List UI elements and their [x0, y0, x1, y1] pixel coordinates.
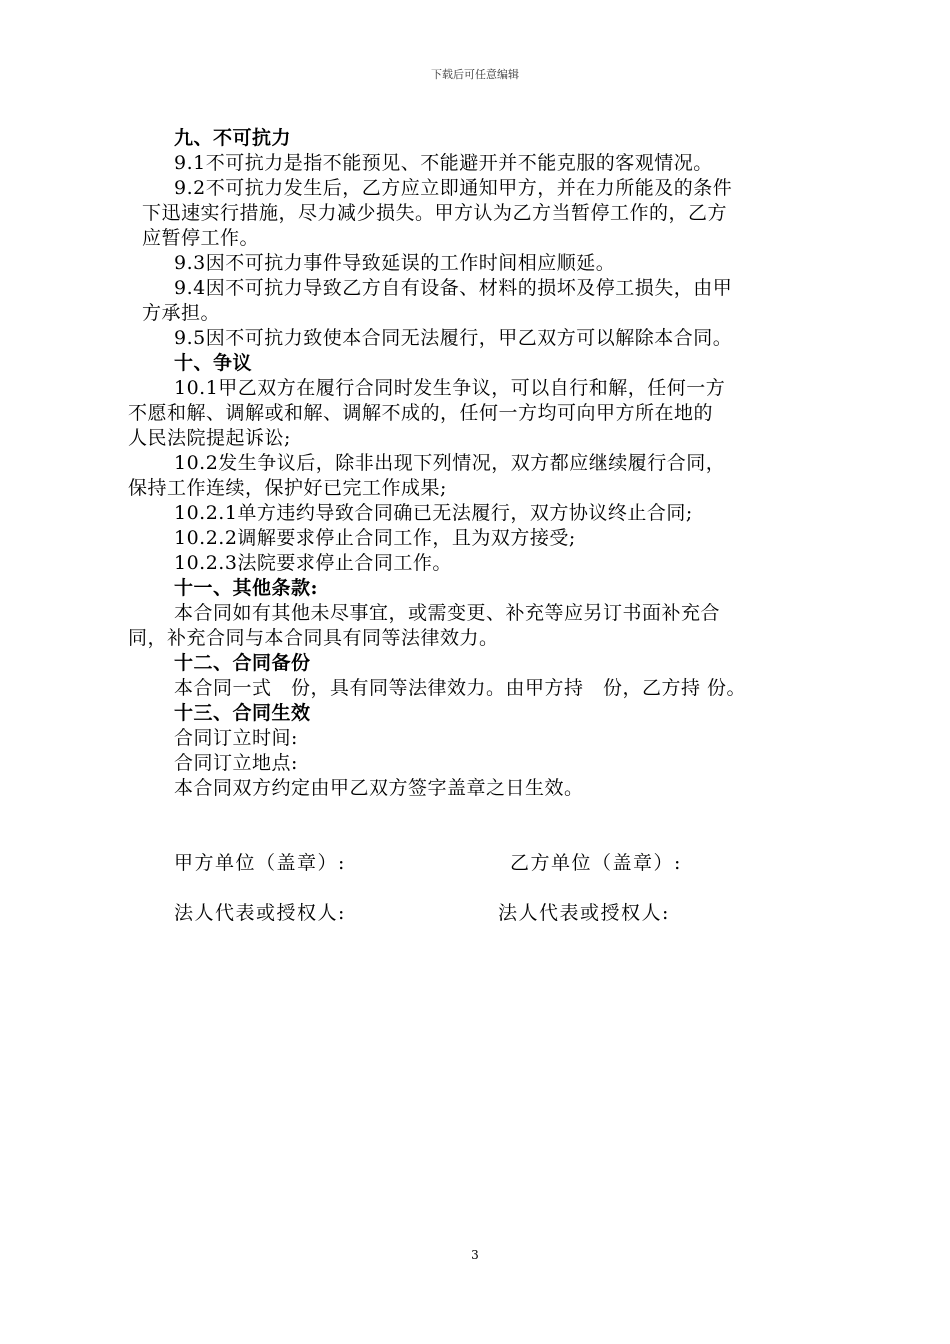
- clause-10-2-3: 10.2.3法院要求停止合同工作。: [174, 552, 452, 574]
- party-b-unit-label: 乙方单位（盖章）:: [510, 852, 682, 874]
- contract-date-label: 合同订立时间:: [174, 727, 298, 749]
- clause-9-2-line-3: 应暂停工作。: [142, 227, 260, 249]
- section-12-title: 十二、合同备份: [174, 652, 311, 674]
- page-number: 3: [471, 1248, 479, 1262]
- section-9-title: 九、不可抗力: [174, 127, 292, 149]
- clause-10-2-1: 10.2.1单方违约导致合同确已无法履行，双方协议终止合同;: [174, 502, 693, 524]
- clause-9-4-line-1: 9.4因不可抗力导致乙方自有设备、材料的损坏及停工损失，由甲: [174, 277, 733, 299]
- party-a-rep-label: 法人代表或授权人:: [174, 902, 346, 924]
- clause-11-line-1: 本合同如有其他未尽事宜，或需变更、补充等应另订书面补充合: [174, 602, 721, 624]
- clause-13-effective: 本合同双方约定由甲乙双方签字盖章之日生效。: [174, 777, 584, 799]
- clause-9-2-line-2: 下迅速实行措施，尽力减少损失。甲方认为乙方当暂停工作的，乙方: [142, 202, 728, 224]
- clause-9-3: 9.3因不可抗力事件导致延误的工作时间相应顺延。: [174, 252, 616, 274]
- contract-place-label: 合同订立地点:: [174, 752, 298, 774]
- section-11-title: 十一、其他条款:: [174, 577, 319, 599]
- header-note: 下载后可任意编辑: [431, 68, 519, 81]
- clause-10-1-line-2: 不愿和解、调解或和解、调解不成的，任何一方均可向甲方所在地的: [128, 402, 714, 424]
- clause-10-1-line-3: 人民法院提起诉讼;: [128, 427, 291, 449]
- clause-10-1-line-1: 10.1甲乙双方在履行合同时发生争议，可以自行和解，任何一方: [174, 377, 726, 399]
- section-10-title: 十、争议: [174, 352, 253, 374]
- clause-9-4-line-2: 方承担。: [142, 302, 221, 324]
- clause-9-1: 9.1不可抗力是指不能预见、不能避开并不能克服的客观情况。: [174, 152, 713, 174]
- clause-9-2-line-1: 9.2不可抗力发生后，乙方应立即通知甲方，并在力所能及的条件: [174, 177, 733, 199]
- section-13-title: 十三、合同生效: [174, 702, 311, 724]
- clause-11-line-2: 同，补充合同与本合同具有同等法律效力。: [128, 627, 499, 649]
- clause-12: 本合同一式 份，具有同等法律效力。由甲方持 份，乙方持 份。: [174, 677, 747, 699]
- clause-10-2-line-2: 保持工作连续，保护好已完工作成果;: [128, 477, 447, 499]
- party-b-rep-label: 法人代表或授权人:: [498, 902, 670, 924]
- clause-10-2-line-1: 10.2发生争议后，除非出现下列情况，双方都应继续履行合同，: [174, 452, 726, 474]
- party-a-unit-label: 甲方单位（盖章）:: [174, 852, 346, 874]
- clause-9-5: 9.5因不可抗力致使本合同无法履行，甲乙双方可以解除本合同。: [174, 327, 733, 349]
- clause-10-2-2: 10.2.2调解要求停止合同工作，且为双方接受;: [174, 527, 576, 549]
